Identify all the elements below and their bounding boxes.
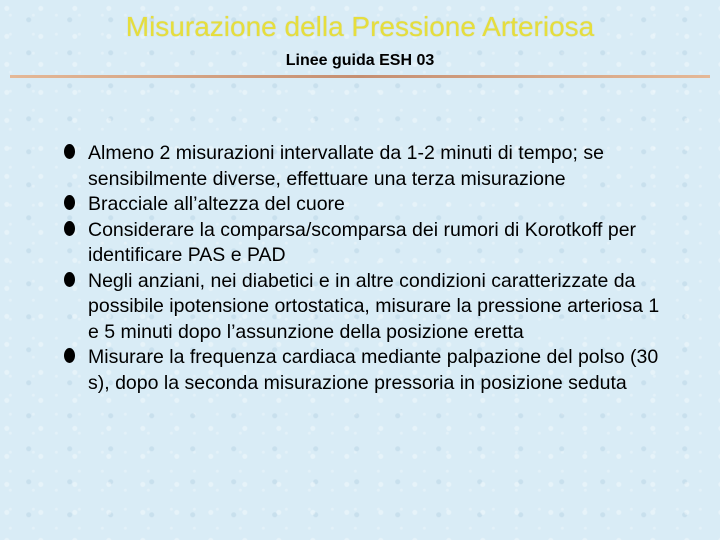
bullet-icon <box>64 144 75 159</box>
slide-subtitle: Linee guida ESH 03 <box>285 52 435 69</box>
title-divider <box>10 75 710 78</box>
slide-title: Misurazione della Pressione Arteriosa <box>125 11 595 42</box>
bullet-icon <box>64 272 75 287</box>
bullet-text: Misurare la frequenza cardiaca mediante palpazione del polso (30 s), dopo la seconda misurazione pressoria in posizione seduta <box>88 346 659 394</box>
bullet-icon <box>64 195 75 210</box>
bullet-icon <box>64 348 75 363</box>
bullet-text: Almeno 2 misurazioni intervallate da 1-2 minuti di tempo; se sensibilmente diverse, effettuare una terza misurazione <box>88 142 604 190</box>
bullet-item <box>60 345 660 396</box>
bullet-icon <box>64 221 75 236</box>
bullet-item <box>60 141 660 192</box>
bullet-text: Negli anziani, nei diabetici e in altre condizioni caratterizzate da possibile ipotensione ortostatica, misurare la pressione arteriosa 1 e 5 minuti dopo l’assunzione della posizione eretta <box>88 269 660 343</box>
bullet-item <box>60 269 660 346</box>
bullet-text: Bracciale all’altezza del cuore <box>88 193 345 215</box>
bullet-text: Considerare la comparsa/scomparsa dei rumori di Korotkoff per identificare PAS e PAD <box>88 218 637 266</box>
bullet-item <box>60 218 660 269</box>
bullet-list <box>60 141 660 396</box>
bullet-item <box>60 192 660 218</box>
